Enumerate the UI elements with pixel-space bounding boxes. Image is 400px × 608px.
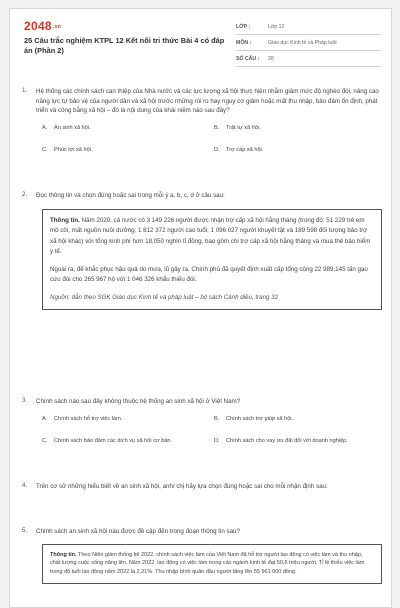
meta-row-count <box>236 51 381 67</box>
info-text: Năm 2020, cả nước có 3 149 226 người được nhận trợ cấp xã hội hằng tháng (trong đó: 51 229 trẻ em mồ côi, mất nguồn nuôi dưỡng; 1 812 372 người cao tuổi; 1 096 027 người khuyết tật và 189 598 đối tượng bảo trợ xã hội khác) với tổng kinh phí hơn 18,050 nghìn tỉ đồng, bao gồm chi trợ cấp xã hội hằng tháng và mua thẻ bảo hiểm y tế. <box>50 216 371 256</box>
option-text: Chính sách hỗ trợ việc làm. <box>54 415 123 422</box>
question-number: 4. <box>22 482 28 489</box>
option-c[interactable] <box>42 437 182 445</box>
document-meta <box>236 19 381 67</box>
answer-options <box>42 124 382 164</box>
meta-row-class <box>236 19 381 35</box>
info-label: Thông tin. <box>50 551 77 558</box>
logo-main: 2048 <box>24 19 52 33</box>
info-paragraph <box>50 216 374 258</box>
option-text: An sinh xã hội. <box>54 124 91 131</box>
option-c[interactable] <box>42 146 93 154</box>
question-text: Chính sách an sinh xã hội nào được đề cập đến trong đoạn thông tin sau? <box>36 528 240 535</box>
logo-suffix: .vn <box>52 23 62 30</box>
question-2 <box>22 191 382 310</box>
question-text: Trên cơ sở những hiểu biết về an sinh xã hội, anh/ chị hãy lựa chọn đúng hoặc sai cho mỗi nhận định sau: <box>36 483 328 490</box>
option-text: Trợ cấp xã hội. <box>226 146 264 153</box>
option-text: Trật tự xã hội. <box>226 124 261 131</box>
meta-label: MÔN : <box>236 39 252 46</box>
question-number: 5. <box>22 527 28 534</box>
info-paragraph <box>50 551 374 577</box>
answer-options <box>42 415 382 465</box>
info-label: Thông tin. <box>50 216 80 224</box>
meta-value: 28 <box>268 55 274 62</box>
option-text: Chính sách trợ giúp xã hội. <box>226 415 294 422</box>
question-text: Đọc thông tin và chọn đúng hoặc sai trong mỗi ý a, b, c, d ở câu sau: <box>36 192 225 199</box>
question-text: Chính sách nào sau đây không thuộc hệ thống an sinh xã hội ở Việt Nam? <box>36 398 241 405</box>
option-letter: A. <box>42 124 48 131</box>
site-logo[interactable] <box>24 19 61 33</box>
meta-value: Giáo dục Kinh tế và Pháp luật <box>268 39 337 46</box>
option-text: Chính sách cho vay ưu đãi đối với doanh nghiệp. <box>226 437 348 444</box>
question-4 <box>22 482 382 492</box>
option-letter: A. <box>42 415 48 422</box>
meta-label: LỚP : <box>236 23 251 30</box>
option-d[interactable] <box>214 437 354 445</box>
option-letter: C. <box>42 146 48 153</box>
option-d[interactable] <box>214 146 263 154</box>
option-letter: B. <box>214 415 220 422</box>
question-text: Hệ thống các chính sách can thiệp của Nhà nước và các lực lượng xã hội thực hiện nhằm giảm mức độ nghèo đói, nâng cao năng lực tự bảo vệ của người dân và xã hội trước những rủi ro hay nguy cơ giảm hoặc mất thu nhập, bảo đảm ổn định, phát triển và công bằng xã hội – đó là nội dung của khái niệm nào sau đây? <box>36 88 379 115</box>
question-1 <box>22 87 382 164</box>
question-number: 1. <box>22 87 28 94</box>
option-letter: B. <box>214 124 220 131</box>
info-box <box>42 209 382 311</box>
meta-value: Lớp 12 <box>268 23 285 30</box>
question-number: 2. <box>22 191 28 198</box>
option-b[interactable] <box>214 124 261 132</box>
option-b[interactable] <box>214 415 374 423</box>
question-number: 3. <box>22 397 28 404</box>
question-3 <box>22 397 382 465</box>
option-a[interactable] <box>42 415 202 423</box>
info-source: Nguồn: dẫn theo SGK Giáo dục Kinh tế và pháp luật – bộ sách Cánh diều, trang 32 <box>50 293 279 301</box>
option-letter: D. <box>214 146 220 153</box>
info-paragraph-2: Ngoài ra, để khắc phục hậu quả do mưa, lũ gây ra, Chính phủ đã quyết định xuất cấp tổng cộng 22 989,145 tấn gạo cứu đói cho 265 967 hộ với 1 046 326 khẩu thiếu đói. <box>50 265 368 284</box>
meta-row-subject <box>236 35 381 51</box>
info-text: Theo Niên giám thống kê 2022, chính sách việc làm của Việt Nam đã hỗ trợ người lao động có việc làm và thu nhập, chất lượng cuộc sống nâng lên. Năm 2022, lao động có việc làm trong các ngành kinh tế đạt 50,6 triệu người. Tỉ lệ thiếu việc làm trong độ tuổi lao động năm 2022 là 2,21%. Thu nhập bình quân đầu người tăng lên 55 961 000 đồng. <box>50 551 365 576</box>
info-box <box>42 544 382 584</box>
document-header <box>10 9 391 73</box>
option-letter: D. <box>214 437 220 444</box>
document-title: 25 Câu trắc nghiệm KTPL 12 Kết nối tri thức Bài 4 có đáp án (Phần 2) <box>24 36 225 55</box>
document-page <box>9 8 392 608</box>
option-text: Chính sách bảo đảm các dịch vụ xã hội cơ bản. <box>54 437 173 444</box>
meta-label: SỐ CÂU : <box>236 55 260 62</box>
option-letter: C. <box>42 437 48 444</box>
question-5 <box>22 527 382 584</box>
option-a[interactable] <box>42 124 91 132</box>
option-text: Phúc lợi xã hội. <box>54 146 93 153</box>
